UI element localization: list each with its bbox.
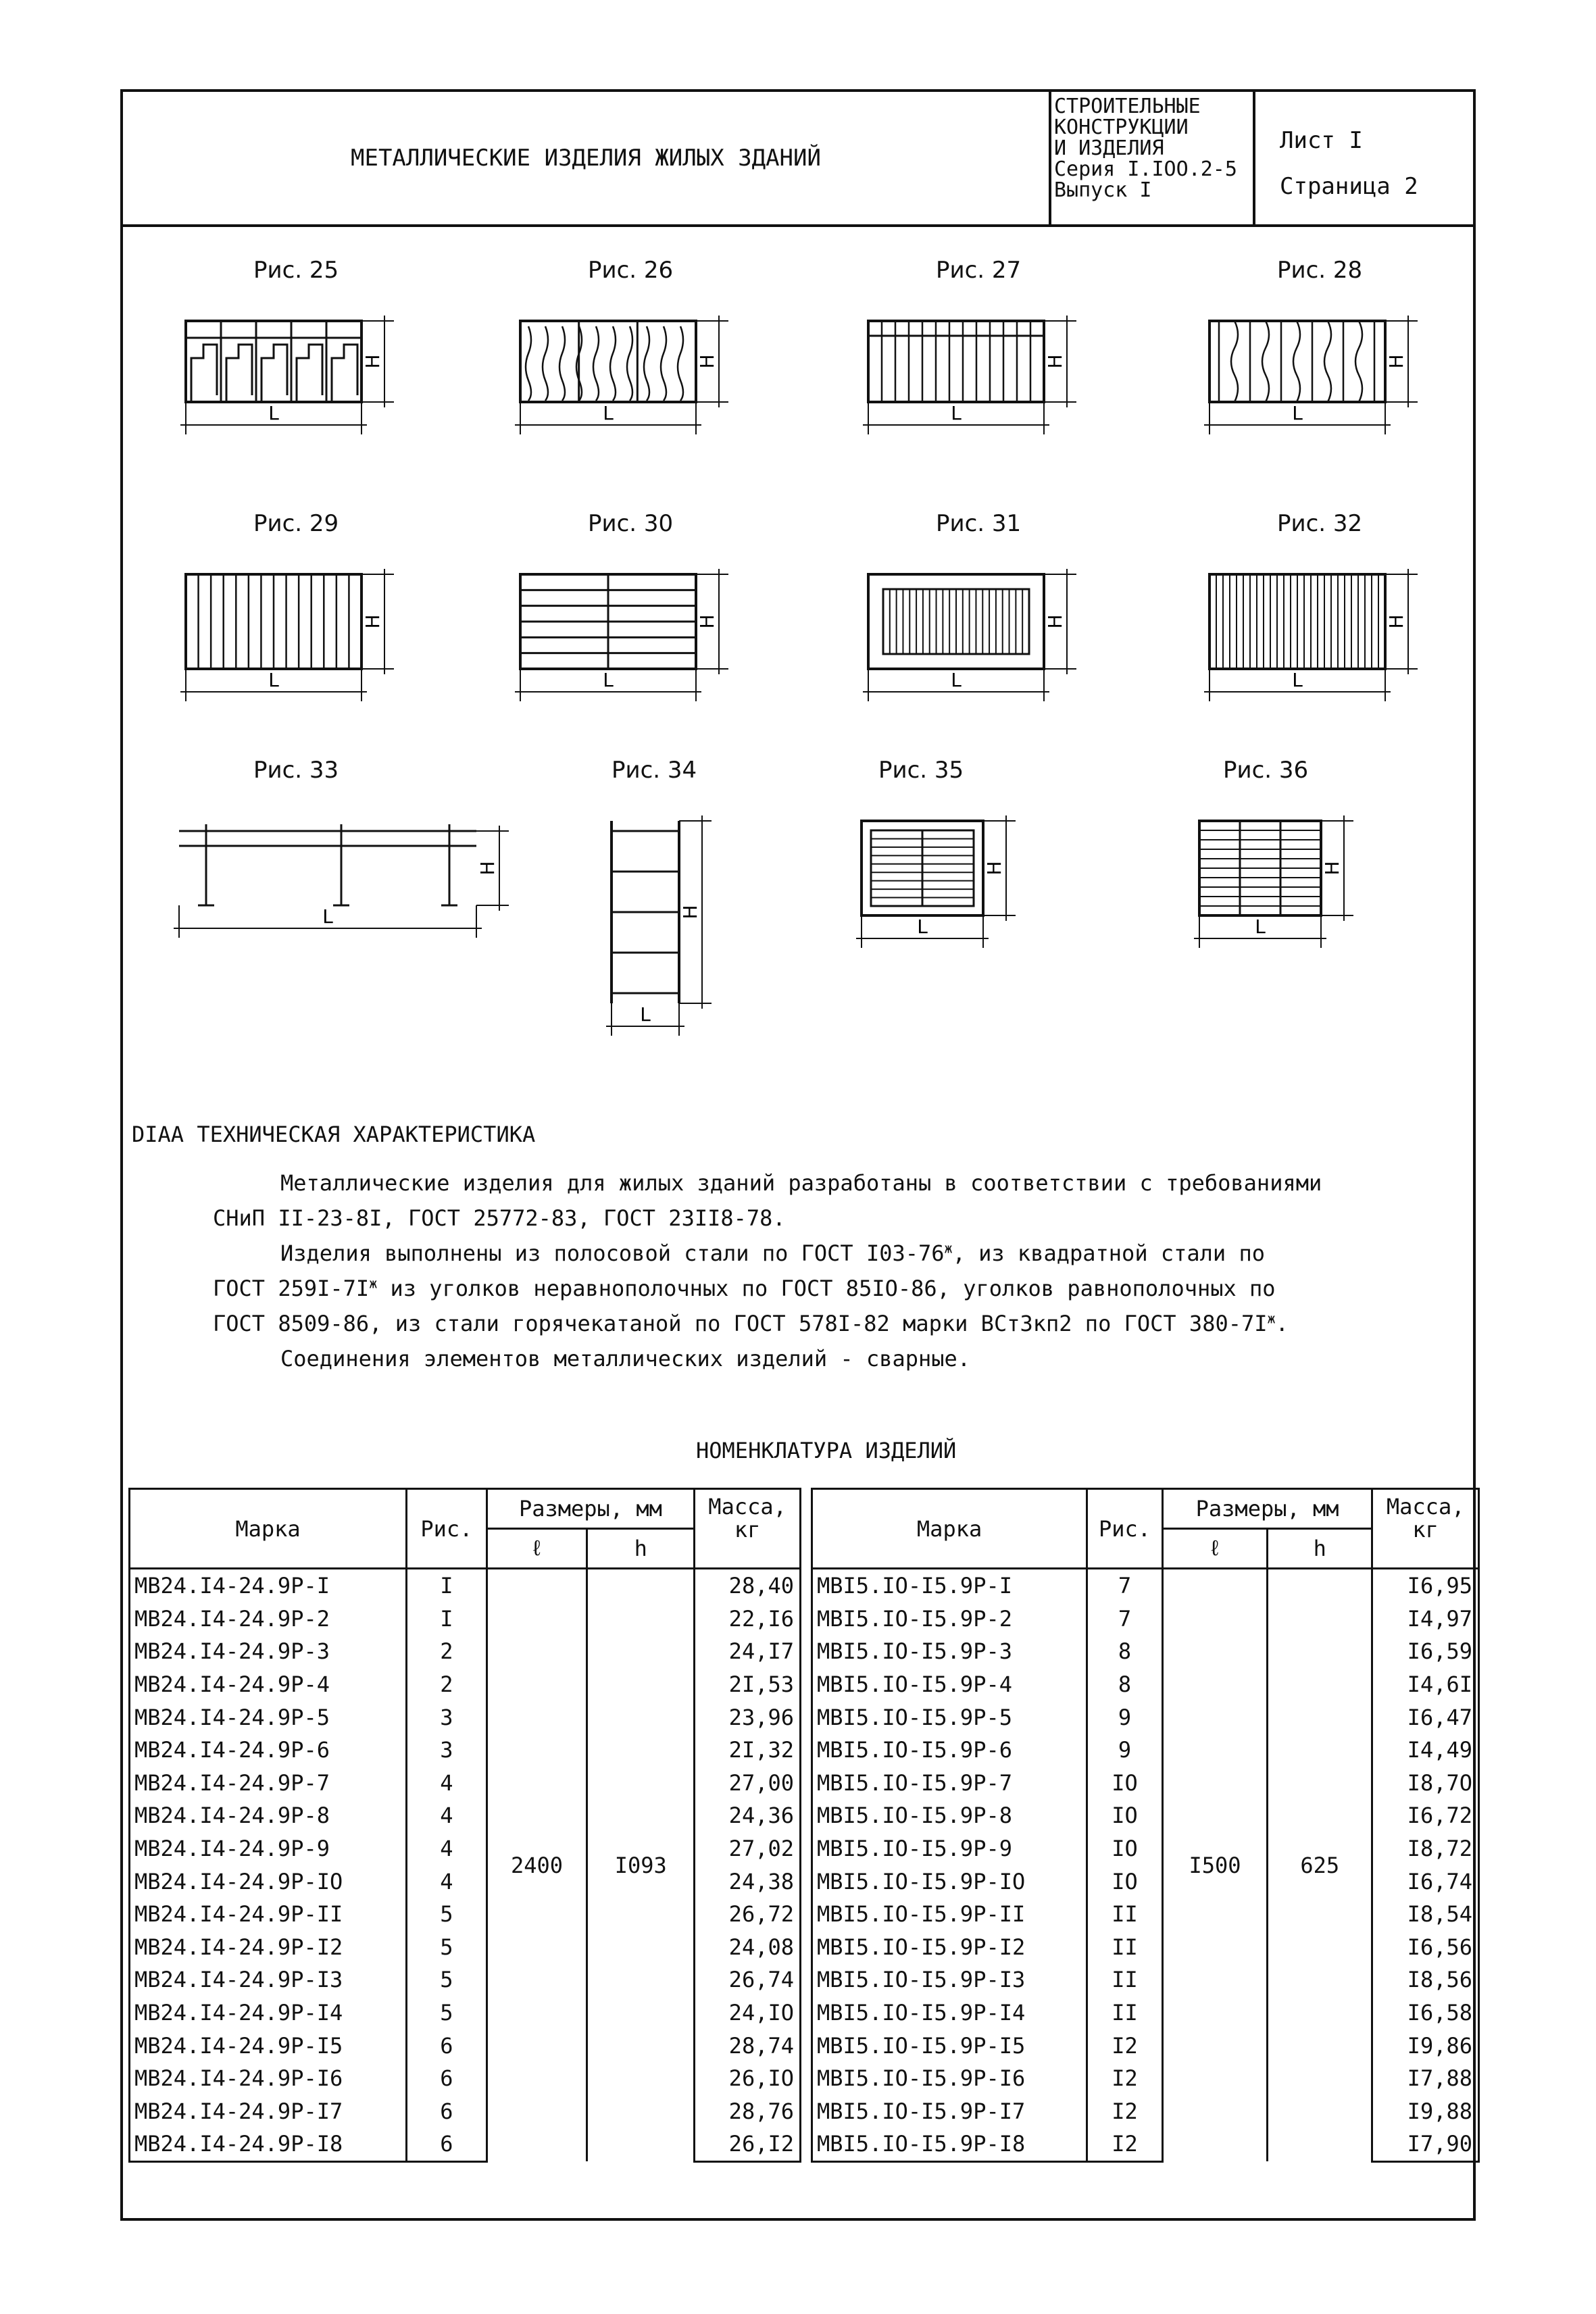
fig-cell: 6 [407,2128,487,2161]
dimension-label: Н [983,861,1005,876]
figure-drawing [855,757,1166,1040]
wavy-bar [661,326,666,401]
spec-line: Соединения элементов металлических изделий - сварные. [280,1346,971,1372]
table-row [812,1603,1479,1636]
mass-cell: 28,76 [695,2095,801,2128]
mark-cell: МВI5.IO-I5.9Р-IO [812,1865,1087,1898]
wavy-bar [678,326,683,401]
mass-cell: 26,IO [695,2062,801,2095]
mark-cell: МВ24.I4-24.9Р-7 [130,1767,407,1800]
mass-cell: 24,08 [695,1931,801,1964]
mark-cell: МВI5.IO-I5.9Р-9 [812,1832,1087,1865]
meander-bar [191,345,217,402]
col-sizes: Размеры, мм [1162,1489,1372,1529]
figure-caption: Рис. 33 [253,757,339,784]
mark-cell: МВI5.IO-I5.9Р-I3 [812,1963,1087,1996]
mass-cell: 24,36 [695,1799,801,1832]
figure-caption: Рис. 36 [1223,757,1309,784]
fig-cell: II [1087,1996,1163,2030]
fig-cell: I2 [1087,2029,1163,2062]
table-row [130,1865,801,1898]
table-row [812,2128,1479,2161]
table-row [812,1996,1479,2030]
table-row [130,2128,801,2161]
col-mass: Масса, кг [695,1489,801,1569]
meander-bar [332,345,357,402]
mark-cell: МВ24.I4-24.9Р-5 [130,1701,407,1734]
figure-caption: Рис. 32 [1277,510,1363,537]
table-row [130,1898,801,1931]
mass-cell: 28,74 [695,2029,801,2062]
fig-cell: 5 [407,1996,487,2030]
mark-cell: МВ24.I4-24.9Р-I8 [130,2128,407,2161]
mass-cell: I8,56 [1372,1963,1479,1996]
fig-cell: 5 [407,1898,487,1931]
mark-cell: МВ24.I4-24.9Р-I3 [130,1963,407,1996]
figure-caption: Рис. 28 [1277,257,1363,284]
spec-line: СНиП II-23-8I, ГОСТ 25772-83, ГОСТ 23II8-78. [213,1205,786,1231]
spec-line: Металлические изделия для жилых зданий разработаны в соответствии с требованиями [280,1170,1322,1196]
figure-drawing [1196,510,1507,794]
nomenclature-title: НОМЕНКЛАТУРА ИЗДЕЛИЙ [696,1438,957,1463]
table-row [130,1832,801,1865]
dimension-label: Н [361,354,384,369]
mass-cell: I8,54 [1372,1898,1479,1931]
wavy-bar [559,326,565,401]
mark-cell: МВI5.IO-I5.9Р-5 [812,1701,1087,1734]
mass-cell: I6,72 [1372,1799,1479,1832]
mark-cell: МВ24.I4-24.9Р-I5 [130,2029,407,2062]
mass-cell: I4,6I [1372,1668,1479,1701]
drawing-rect [186,321,361,402]
fig-cell: 6 [407,2029,487,2062]
mass-cell: I9,86 [1372,2029,1479,2062]
dimension-label: L [603,402,614,424]
dimension-label: Н [1044,354,1066,369]
wavy-bar [627,326,632,401]
figure-drawing [1193,757,1503,1040]
length-cell: I500 [1162,1569,1267,2162]
col-mass: Масса, кг [1372,1489,1479,1569]
figure-drawing [507,257,818,540]
series-block [1049,92,1255,224]
mark-cell: МВ24.I4-24.9Р-II [130,1898,407,1931]
series-line: СТРОИТЕЛЬНЫЕ [1054,95,1201,118]
wavy-bar [593,326,599,401]
wavy-bar [543,326,548,401]
col-h: h [587,1529,695,1569]
fig-cell: 4 [407,1832,487,1865]
length-cell: 2400 [487,1569,587,2162]
figure-drawing [1196,257,1507,540]
nomenclature-table-left [128,1488,801,2163]
document-title: МЕТАЛЛИЧЕСКИЕ ИЗДЕЛИЯ ЖИЛЫХ ЗДАНИЙ [351,145,821,172]
mark-cell: МВI5.IO-I5.9Р-6 [812,1734,1087,1767]
mass-cell: 27,02 [695,1832,801,1865]
fig-cell: II [1087,1931,1163,1964]
dimension-label: L [951,402,962,424]
fig-cell: 3 [407,1734,487,1767]
table-row [130,1931,801,1964]
dimension-label: L [268,669,279,691]
fig-cell: I [407,1603,487,1636]
mass-cell: I7,90 [1372,2128,1479,2161]
fig-cell: IO [1087,1799,1163,1832]
mark-cell: МВ24.I4-24.9Р-6 [130,1734,407,1767]
dimension-label: Н [1385,354,1407,369]
figure-drawing [172,757,499,1040]
fig-cell: IO [1087,1767,1163,1800]
mark-cell: МВI5.IO-I5.9Р-I2 [812,1931,1087,1964]
mass-cell: 24,38 [695,1865,801,1898]
mass-cell: I4,49 [1372,1734,1479,1767]
dimension-label: L [603,669,614,691]
meander-bar [226,345,252,402]
mark-cell: МВI5.IO-I5.9Р-2 [812,1603,1087,1636]
fig-cell: II [1087,1963,1163,1996]
table-row [130,1635,801,1668]
height-cell: 625 [1268,1569,1372,2162]
col-sizes: Размеры, мм [487,1489,695,1529]
fig-cell: 8 [1087,1635,1163,1668]
mark-cell: МВI5.IO-I5.9Р-7 [812,1767,1087,1800]
mass-cell: I6,59 [1372,1635,1479,1668]
mark-cell: МВI5.IO-I5.9Р-8 [812,1799,1087,1832]
mass-cell: 24,I7 [695,1635,801,1668]
spec-line: Изделия выполнены из полосовой стали по ГОСТ $I03-76^ж$, из квадратной стали по [280,1240,1265,1266]
table-row [130,2062,801,2095]
fig-cell: I [407,1569,487,1603]
fig-cell: I2 [1087,2128,1163,2161]
fig-cell: 5 [407,1963,487,1996]
table-row [812,2029,1479,2062]
figure-drawing [584,757,895,1040]
spec-line: ГОСТ 8509-86, из стали горячекатаной по ГОСТ 578I-82 марки ВСт3кп2 по ГОСТ $380-7I^ж$. [213,1310,1289,1336]
figure-caption: Рис. 29 [253,510,339,537]
fig-cell: IO [1087,1832,1163,1865]
title-block [123,92,1473,227]
sheet-block [1255,92,1473,224]
figure-caption: Рис. 34 [612,757,697,784]
figure-caption: Рис. 27 [936,257,1022,284]
mark-cell: МВ24.I4-24.9Р-8 [130,1799,407,1832]
fig-cell: IO [1087,1865,1163,1898]
dimension-label: Н [679,905,701,920]
mark-cell: МВI5.IO-I5.9Р-I8 [812,2128,1087,2161]
wavy-bar [1355,321,1362,402]
figure-caption: Рис. 31 [936,510,1022,537]
table-row [130,2095,801,2128]
fig-cell: I2 [1087,2062,1163,2095]
mark-cell: МВ24.I4-24.9Р-9 [130,1832,407,1865]
col-l: ℓ [487,1529,587,1569]
mass-cell: I6,56 [1372,1931,1479,1964]
figure-drawing [855,257,1166,540]
fig-cell: 4 [407,1799,487,1832]
figure-drawing [507,510,818,794]
fig-cell: 2 [407,1635,487,1668]
mass-cell: 26,72 [695,1898,801,1931]
mass-cell: 27,00 [695,1767,801,1800]
fig-cell: 4 [407,1767,487,1800]
mark-cell: МВI5.IO-I5.9Р-I7 [812,2095,1087,2128]
mark-cell: МВI5.IO-I5.9Р-3 [812,1635,1087,1668]
series-line: КОНСТРУКЦИИ [1054,116,1189,139]
fig-cell: 6 [407,2062,487,2095]
meander-bar [297,345,322,402]
wavy-bar [1293,321,1300,402]
drawing-rect [1210,321,1385,402]
fig-cell: 3 [407,1701,487,1734]
mass-cell: 2I,53 [695,1668,801,1701]
mark-cell: МВI5.IO-I5.9Р-II [812,1898,1087,1931]
fig-cell: 5 [407,1931,487,1964]
nomenclature-table-right [811,1488,1480,2163]
table-row [812,1832,1479,1865]
figure-caption: Рис. 35 [878,757,964,784]
mark-cell: МВI5.IO-I5.9Р-4 [812,1668,1087,1701]
figure-caption: Рис. 30 [588,510,674,537]
spec-line: ГОСТ $259I-7I^ж$ из уголков неравнополочных по ГОСТ 85IO-86, уголков равнополочных по [213,1275,1276,1301]
fig-cell: II [1087,1898,1163,1931]
mass-cell: 26,74 [695,1963,801,1996]
table-row [130,1734,801,1767]
mass-cell: 26,I2 [695,2128,801,2161]
mass-cell: 24,IO [695,1996,801,2030]
table-row [812,1635,1479,1668]
fig-cell: 7 [1087,1569,1163,1603]
mass-cell: 2I,32 [695,1734,801,1767]
table-row [812,1734,1479,1767]
table-row [812,2062,1479,2095]
page-number: Страница 2 [1280,173,1418,200]
table-row [812,1767,1479,1800]
table-row [812,1668,1479,1701]
table-row [130,1701,801,1734]
mass-cell: I7,88 [1372,2062,1479,2095]
wavy-bar [610,326,616,401]
mass-cell: I6,47 [1372,1701,1479,1734]
series-line: Выпуск I [1054,178,1152,202]
col-l: ℓ [1162,1529,1267,1569]
fig-cell: 4 [407,1865,487,1898]
table-row [812,1701,1479,1734]
table-row [130,1799,801,1832]
wavy-bar [1324,321,1331,402]
table-row [130,2029,801,2062]
dimension-label: Н [1044,614,1066,629]
mark-cell: МВI5.IO-I5.9Р-I [812,1569,1087,1603]
wavy-bar [1262,321,1269,402]
mass-cell: I9,88 [1372,2095,1479,2128]
dimension-label: Н [1385,614,1407,629]
series-line: И ИЗДЕЛИЯ [1054,136,1164,160]
mass-cell: 23,96 [695,1701,801,1734]
figure-drawing [172,257,483,540]
mark-cell: МВI5.IO-I5.9Р-I5 [812,2029,1087,2062]
table-row [130,1668,801,1701]
fig-cell: 9 [1087,1734,1163,1767]
fig-cell: 7 [1087,1603,1163,1636]
table-row [812,1898,1479,1931]
fig-cell: 9 [1087,1701,1163,1734]
fig-cell: 8 [1087,1668,1163,1701]
wavy-bar [1231,321,1238,402]
fig-cell: 6 [407,2095,487,2128]
mass-cell: 22,I6 [695,1603,801,1636]
mass-cell: I6,74 [1372,1865,1479,1898]
mark-cell: МВ24.I4-24.9Р-I2 [130,1931,407,1964]
table-row [130,1767,801,1800]
table-row [812,1963,1479,1996]
figure-drawing [855,510,1166,794]
mass-cell: I6,58 [1372,1996,1479,2030]
mass-cell: I8,7O [1372,1767,1479,1800]
table-row [812,1931,1479,1964]
mark-cell: МВ24.I4-24.9Р-I7 [130,2095,407,2128]
mass-cell: I6,95 [1372,1569,1479,1603]
mass-cell: I4,97 [1372,1603,1479,1636]
table-row [812,1799,1479,1832]
mark-cell: МВ24.I4-24.9Р-I4 [130,1996,407,2030]
dimension-label: L [322,905,333,928]
mark-cell: МВ24.I4-24.9Р-IO [130,1865,407,1898]
fig-cell: I2 [1087,2095,1163,2128]
mark-cell: МВ24.I4-24.9Р-4 [130,1668,407,1701]
wavy-bar [644,326,649,401]
sheet-number: Лист I [1280,127,1363,154]
table-row [130,1603,801,1636]
dimension-label: Н [476,861,499,876]
fig-cell: 2 [407,1668,487,1701]
dimension-label: Н [696,354,718,369]
dimension-label: L [917,915,928,938]
mark-cell: МВ24.I4-24.9Р-I [130,1569,407,1603]
table-row [130,1963,801,1996]
dimension-label: L [1255,915,1266,938]
series-line: Серия I.IOO.2-5 [1054,157,1237,181]
spec-heading: DIAA ТЕХНИЧЕСКАЯ ХАРАКТЕРИСТИКА [132,1122,536,1147]
meander-bar [261,345,287,402]
col-h: h [1268,1529,1372,1569]
dimension-label: L [951,669,962,691]
col-fig: Рис. [1087,1489,1163,1569]
table-row [812,1569,1479,1603]
height-cell: I093 [587,1569,695,2162]
figure-caption: Рис. 25 [253,257,339,284]
table-row [130,1996,801,2030]
mass-cell: 28,40 [695,1569,801,1603]
dimension-label: Н [1321,861,1343,876]
col-mark: Марка [130,1489,407,1569]
mark-cell: МВI5.IO-I5.9Р-I6 [812,2062,1087,2095]
dimension-label: L [268,402,279,424]
mark-cell: МВ24.I4-24.9Р-2 [130,1603,407,1636]
mark-cell: МВ24.I4-24.9Р-3 [130,1635,407,1668]
mark-cell: МВI5.IO-I5.9Р-I4 [812,1996,1087,2030]
mark-cell: МВ24.I4-24.9Р-I6 [130,2062,407,2095]
dimension-label: L [640,1003,651,1026]
col-fig: Рис. [407,1489,487,1569]
table-row [812,1865,1479,1898]
dimension-label: L [1292,669,1303,691]
table-row [812,2095,1479,2128]
dimension-label: Н [696,614,718,629]
col-mark: Марка [812,1489,1087,1569]
dimension-label: Н [361,614,384,629]
figure-caption: Рис. 26 [588,257,674,284]
figure-drawing [172,510,483,794]
table-row [130,1569,801,1603]
mass-cell: I8,72 [1372,1832,1479,1865]
dimension-label: L [1292,402,1303,424]
wavy-bar [526,326,531,401]
